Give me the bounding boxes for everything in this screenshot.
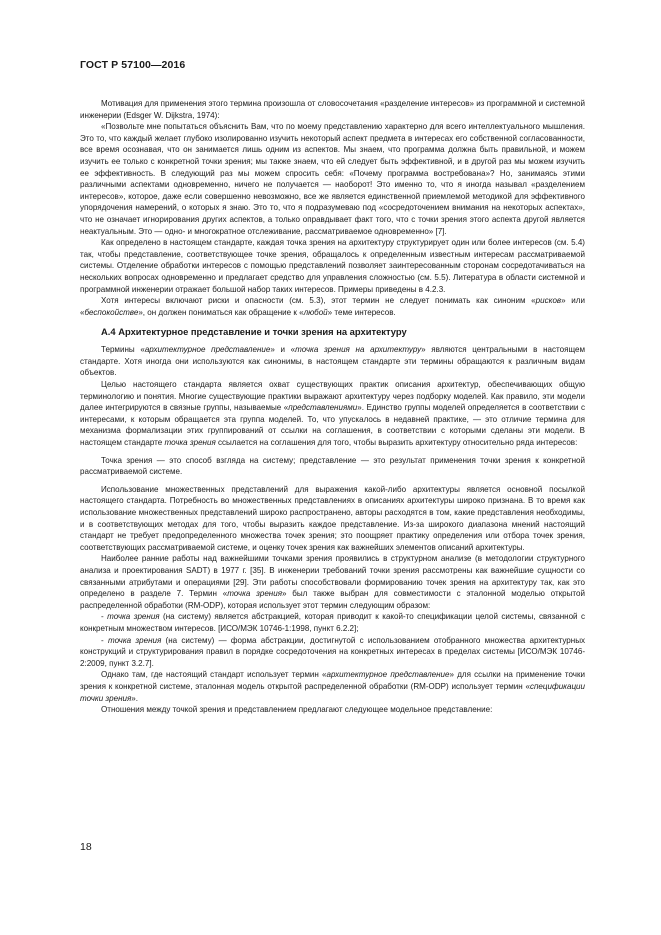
paragraph-definition: Точка зрения — это способ взгляда на систему; представление — это результат применения точки зрения к конкретной рассматриваемой системе. — [80, 455, 585, 477]
paragraph-risks: Хотя интересы включают риски и опасности (см. 5.3), этот термин не следует понимать как синоним «рисков» или «беспокойстве», он должен пониматься как обращение к «любой» теме интересов. — [80, 296, 585, 317]
paragraph-early-work: Наиболее ранние работы над важнейшими точками зрения проявились в структурном анализе (в методологии структурного анализа и проектирования SADT) в 1977 г. [35]. В инженерии требований точки зрения рассмотрены как важнейшие сущности со связанными атрибутами и операциями [29]. Эти работы способствовали формированию точек зрения на архитектуру так, как это определено в разделе 7. Термин «точка зрения» был также выбран для совместимости с эталонной моделью открытой распределенной обработки (RM-ODP), которая использует этот термин следующим образом: — [80, 554, 585, 610]
document-header: ГОСТ Р 57100—2016 — [80, 59, 186, 71]
paragraph-multiple-views: Использование множественных представлений для выражения какой-либо архитектуры является основной посылкой настоящего стандарта. Потребность во множественных представлениях в описаниях архитектуры широко признана. В то время как использование множественных представлений широко распространено, авторы расходятся в том, какие представления необходимы, и в соответствующих методах для того, чтобы выразить каждое представление. Из-за широкого диапазона мнений настоящий стандарт не требует предопределенного множества точек зрения; это поощряет практику определения или отбора точек зрения, соответствующих рассматриваемой системе, и оценку точек зрения как важнейших элементов описаний архитектуры. — [80, 484, 585, 552]
list-item-viewpoint-2: - точка зрения (на систему) — форма абстракции, достигнутой с использованием отобранного множества архитектурных конструкций и структурирования правил в порядке сосредоточения на конкретных интересах в пределах системы [ИСО/МЭК 10746-2:2009, пункт 3.2.7]. — [80, 635, 586, 668]
paragraph-rm-odp: Однако там, где настоящий стандарт использует термин «архитектурное представление» для ссылки на применение точки зрения к конкретной системе, эталонная модель открытой распределенной обработки (RM-ODP) использует термин «спецификации точки зрения». — [80, 670, 586, 703]
paragraph-motivation: Мотивация для применения этого термина произошла от словосочетания «разделение интересов» из программной и системной инженерии (Edsger W. Dijkstra, 1974): — [80, 99, 585, 120]
page-number: 18 — [80, 841, 92, 853]
list-item-viewpoint-1: - точка зрения (на систему) является абстракцией, которая приводит к какой-то спецификации целой системы, связанной с конкретным множеством интересов. [ИСО/МЭК 10746-1:1998, пункт 6.2.2]; — [80, 612, 586, 633]
paragraph-dijkstra-quote: «Позвольте мне попытаться объяснить Вам, что по моему представлению характерно для всего интеллектуального мышления. Это то, что каждый желает глубоко изолированно изучить некоторый аспект предмета в интересах его собственной согласованности, все время осознавая, что он занимается лишь одним из аспектов. Мы знаем, что программа должна быть правильной, и можем изучить ее только с конкретной точки зрения; мы также знаем, что ей следует быть эффективной, и в другой раз мы можем изучить ее эффективность. В следующий раз мы можем спросить себя: «Почему программа востребована»? Но, занимаясь этими различными аспектами одновременно, ничего не получается — наоборот! Это именно то, что я иногда называл «разделением интересов», которое, даже если совершенно невозможно, все же является единственной приемлемой методикой для эффективного упорядочения намерений, о которых я знаю. Это то, что я подразумеваю под «сосредоточением внимания на некоторых аспектах», что не означает игнорирования других аспектов, а только оправдывает факт того, что с точки зрения этого аспекта другой является неактуальным. Это — одно- и многократное отслеживание, рассматриваемое одновременно» [7]. — [80, 122, 585, 236]
paragraph-purpose: Целью настоящего стандарта является охват существующих практик описания архитектур, обеспечивающих общую терминологию и понятия. Многие существующие практики выражают архитектуру через подборку моделей. Как правило, эти модели далее интегрируются в связные группы, называемые «представлениями». Единство группы моделей определяется в соответствии с интересами, к которым обращается эта группа моделей. То, что упускалось в недавней практике, — это отличие термина для механизма формализации этих группирований от ссылки на соглашения, в соответствии с которыми сделаны эти модели. В настоящем стандарте точка зрения ссылается на соглашения для того, чтобы выразить архитектуру относительно ряда интересов: — [80, 380, 585, 448]
paragraph-viewpoint-concerns: Как определено в настоящем стандарте, каждая точка зрения на архитектуру структурирует один или более интересов (см. 5.4) так, чтобы представление, соответствующее точке зрения, обращалось к определенным известным интересам рассматриваемой системы. Отделение обработки интересов с помощью представлений позволяет заинтересованным сторонам сосредотачиваться на нескольких вопросах одновременно и предлагает средство для управления сложностью (см. 5.5). Литература в области системной и программной инженерии отражает большой набор таких интересов. Примеры приведены в 4.2.3. — [80, 238, 585, 294]
section-heading-a4: А.4 Архитектурное представление и точки зрения на архитектуру — [101, 326, 407, 338]
document-body — [80, 98, 585, 716]
paragraph-relations: Отношения между точкой зрения и представлением предлагают следующее модельное представление: — [101, 705, 493, 715]
paragraph-terms: Термины «архитектурное представление» и «точка зрения на архитектуру» являются центральными в настоящем стандарте. Хотя иногда они используются как синонимы, в настоящем стандарте эти термины обращаются к различным видам объектов. — [80, 345, 586, 378]
